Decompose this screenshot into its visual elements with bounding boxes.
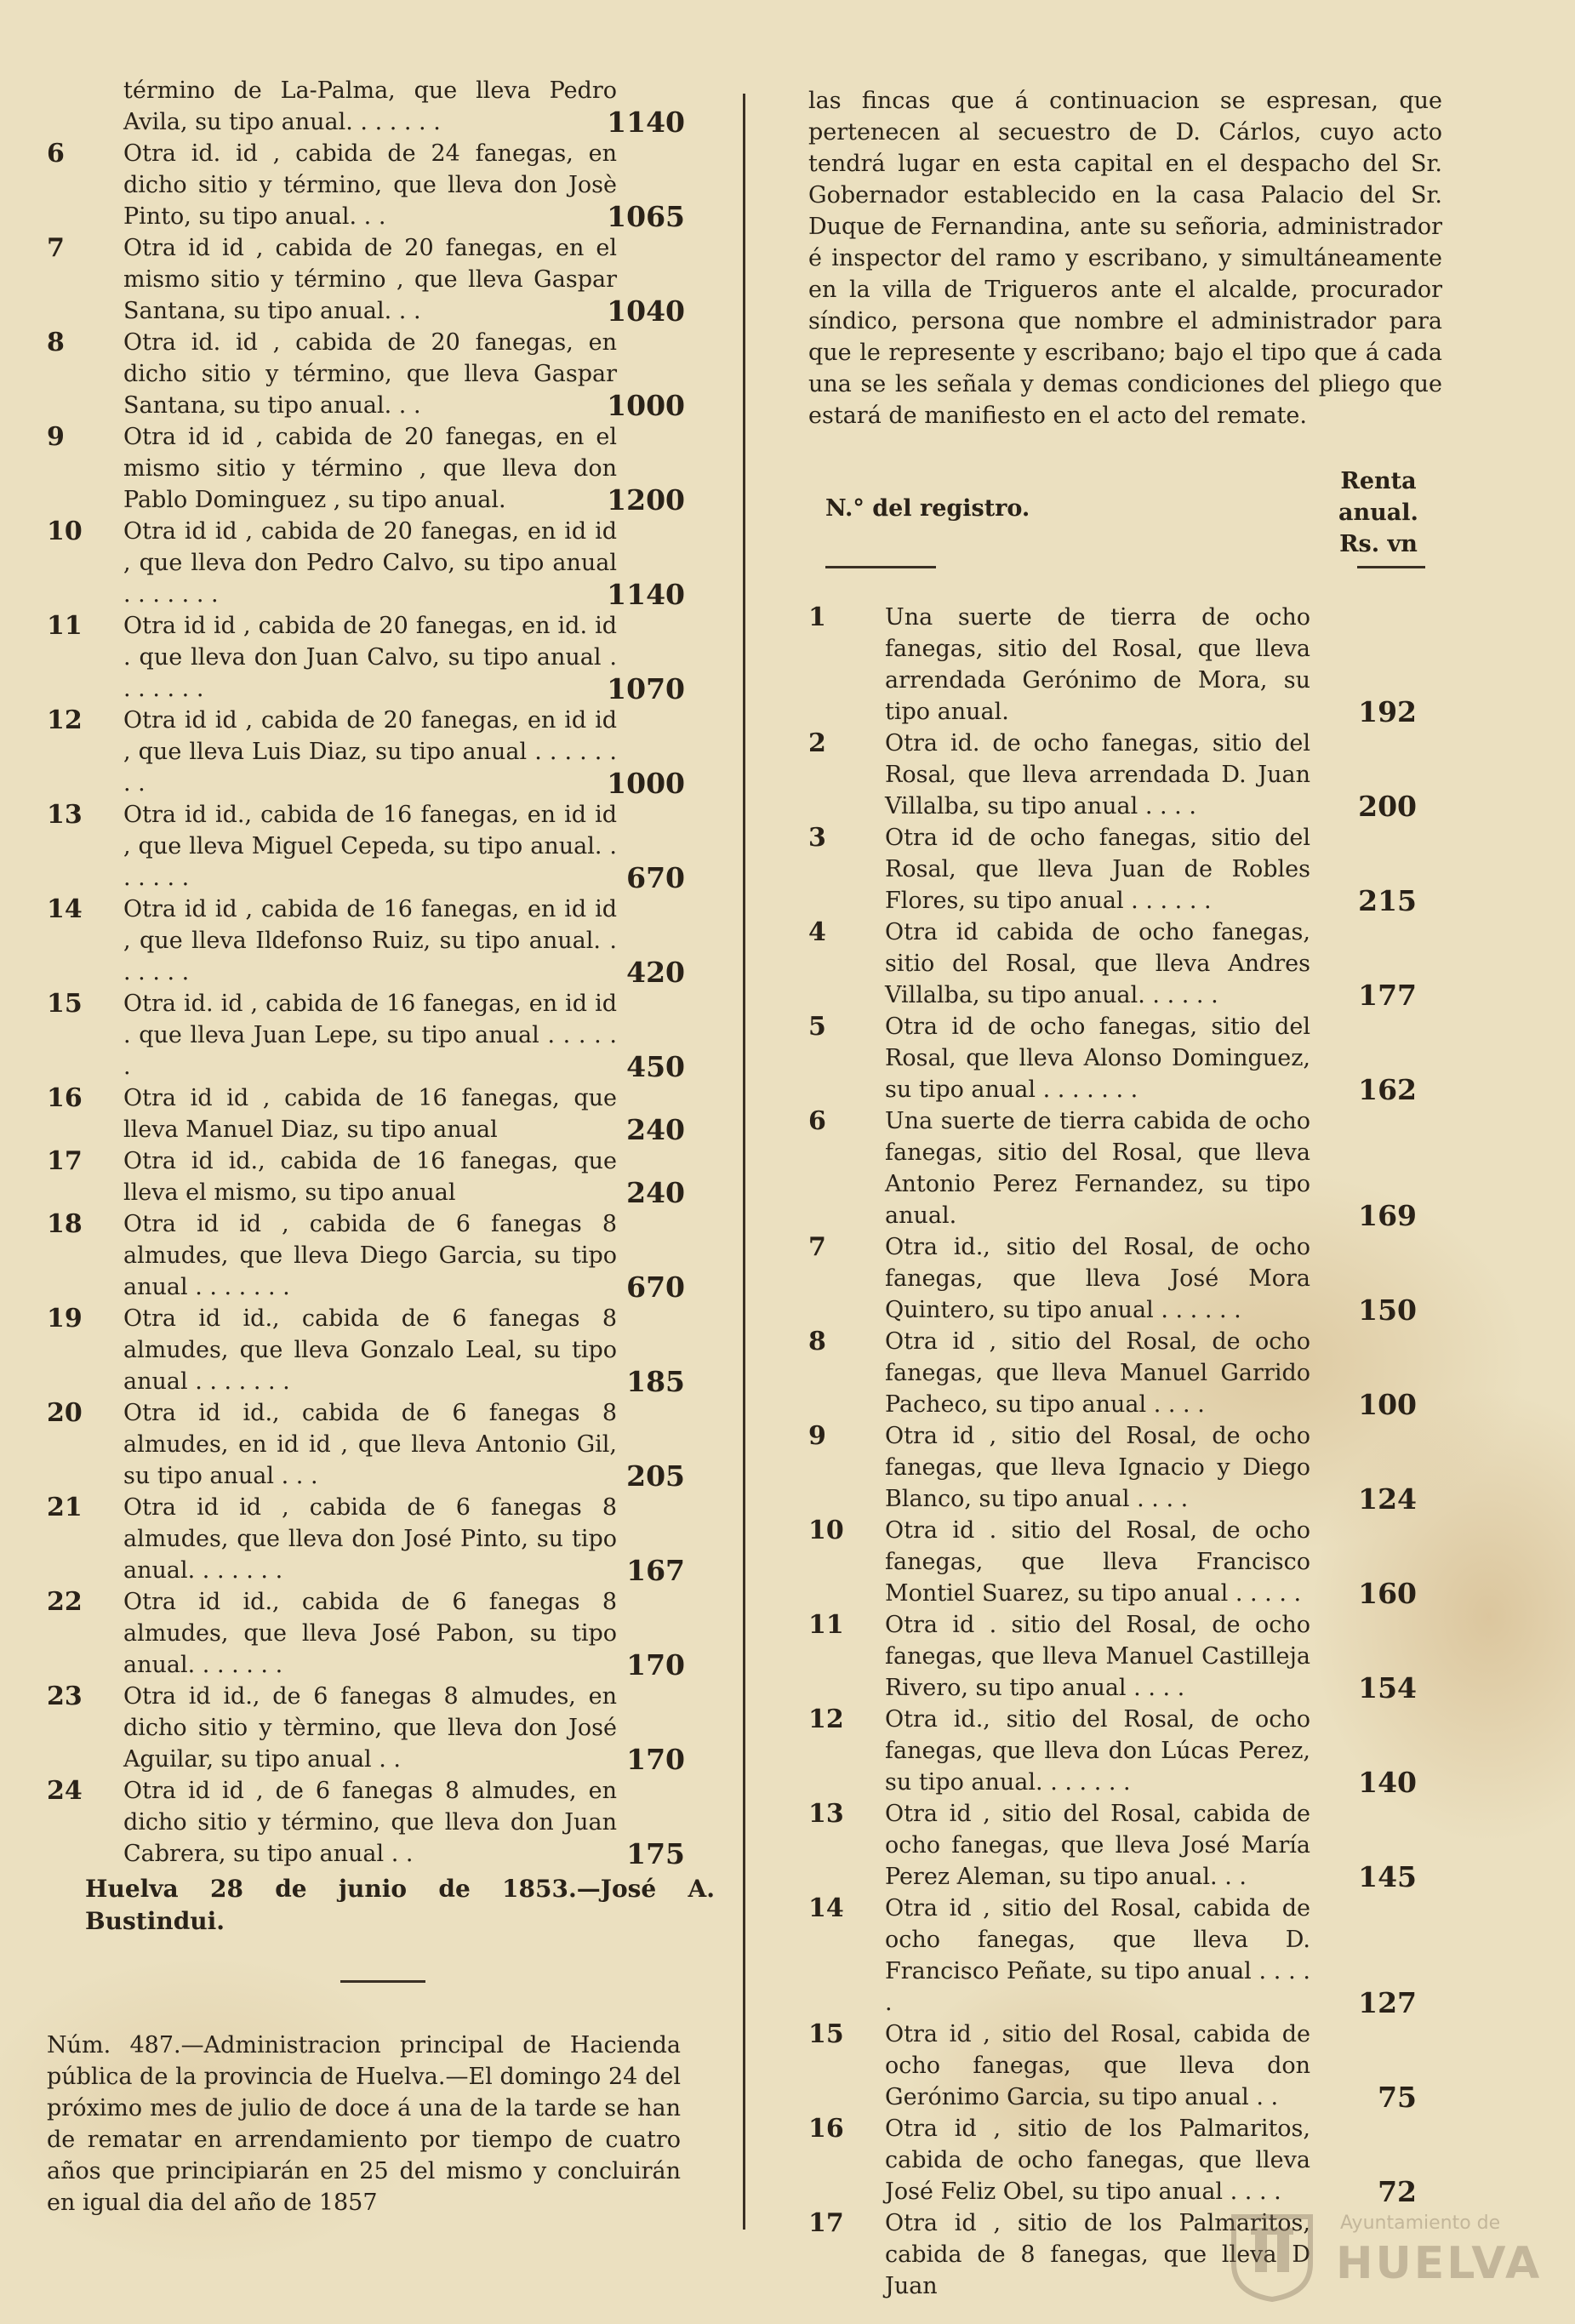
right-column <box>808 85 1455 2302</box>
entry-description: Otra id , sitio del Rosal, cabida de ocho fanegas, que lleva don Gerónimo Garcia, su tipo anual . . <box>885 2021 1310 2110</box>
property-entry <box>808 1420 1455 1515</box>
entry-number: 18 <box>47 1209 83 1239</box>
entry-annual-rent: 450 <box>626 1050 685 1083</box>
entry-number: 23 <box>47 1682 83 1711</box>
entry-number: 12 <box>808 1704 844 1734</box>
entry-number: 16 <box>808 2114 844 2144</box>
entry-description: Otra id , sitio del Rosal, de ocho fanegas, que lleva Ignacio y Diego Blanco, su tipo anual . . . . <box>885 1423 1310 1512</box>
entry-annual-rent: 670 <box>626 1270 685 1304</box>
property-entry <box>47 1208 685 1303</box>
entry-description: Otra id. de ocho fanegas, sitio del Rosal, que lleva arrendada D. Juan Villalba, su tipo anual . . . . <box>885 730 1310 819</box>
column-divider <box>743 94 745 2230</box>
property-entry <box>47 988 685 1082</box>
entry-annual-rent: 1200 <box>607 483 685 517</box>
property-entry <box>808 602 1455 728</box>
entry-description: Una suerte de tierra de ocho fanegas, sitio del Rosal, que lleva arrendada Gerónimo de Mora, su tipo anual. <box>885 604 1310 725</box>
entry-number: 14 <box>808 1893 844 1923</box>
property-entry <box>47 421 685 516</box>
entry-description: Otra id de ocho fanegas, sitio del Rosal, que lleva Juan de Robles Flores, su tipo anual . . . . . . <box>885 825 1310 914</box>
property-entry <box>47 894 685 988</box>
entry-annual-rent: 185 <box>626 1365 685 1398</box>
property-entry <box>808 1011 1455 1105</box>
entry-number: 7 <box>47 233 65 263</box>
entry-description: Otra id , sitio de los Palmaritos, cabida de 8 fanegas, que lleva D Juan <box>885 2210 1310 2299</box>
entry-description: Otra id id , cabida de 16 fanegas, en id id , que lleva Ildefonso Ruiz, su tipo anual. . . . . . . <box>123 896 617 985</box>
left-column <box>47 75 715 2218</box>
section-separator <box>340 1980 425 1983</box>
entry-annual-rent: 670 <box>626 861 685 894</box>
entry-annual-rent: 175 <box>626 1837 685 1870</box>
entry-description: Otra id de ocho fanegas, sitio del Rosal, que lleva Alonso Dominguez, su tipo anual . . . . . . . <box>885 1014 1310 1103</box>
entry-description: término de La-Palma, que lleva Pedro Avila, su tipo anual. . . . . . . <box>123 77 617 135</box>
entry-description: Otra id. id , cabida de 20 fanegas, en dicho sitio y término, que lleva Gaspar Santana, su tipo anual. . . <box>123 329 617 419</box>
property-entry <box>47 705 685 799</box>
entry-description: Otra id., sitio del Rosal, de ocho fanegas, que lleva José Mora Quintero, su tipo anual . . . . . . <box>885 1234 1310 1323</box>
entry-description: Otra id id , cabida de 6 fanegas 8 almudes, que lleva Diego Garcia, su tipo anual . . . . . . . <box>123 1211 617 1300</box>
entry-number: 8 <box>47 328 65 357</box>
property-entry <box>808 1231 1455 1326</box>
entry-number: 24 <box>47 1776 83 1806</box>
city-seal-icon <box>1225 2204 1319 2302</box>
entry-annual-rent: 169 <box>1358 1199 1417 1232</box>
property-entry <box>47 1082 685 1145</box>
entry-annual-rent: 124 <box>1358 1482 1417 1516</box>
right-property-list <box>808 602 1455 2302</box>
property-entry <box>47 75 685 138</box>
entry-annual-rent: 200 <box>1358 790 1417 823</box>
property-entry <box>47 1775 685 1870</box>
property-entry <box>47 1145 685 1208</box>
entry-number: 11 <box>47 611 83 641</box>
property-entry <box>47 1586 685 1681</box>
entry-description: Otra id. id , cabida de 24 fanegas, en dicho sitio y término, que lleva don Josè Pinto, su tipo anual. . . <box>123 140 617 230</box>
entry-annual-rent: 1000 <box>607 767 685 800</box>
property-entry <box>47 138 685 232</box>
entry-number: 16 <box>47 1083 83 1113</box>
entry-description: Otra id id., cabida de 16 fanegas, en id id , que lleva Miguel Cepeda, su tipo anual. . . . . . . <box>123 802 617 891</box>
entry-annual-rent: 100 <box>1358 1388 1417 1421</box>
header-rule-right <box>1357 566 1425 568</box>
entry-number: 1 <box>808 602 826 632</box>
entry-number: 2 <box>808 728 826 758</box>
signature: Huelva 28 de junio de 1853.—José A. Bustindui. <box>85 1875 715 1935</box>
entry-annual-rent: 75 <box>1378 2081 1417 2114</box>
entry-description: Otra id id , cabida de 20 fanegas, en el mismo sitio y término , que lleva Gaspar Santana, su tipo anual. . . <box>123 235 617 324</box>
entry-annual-rent: 170 <box>626 1648 685 1682</box>
entry-number: 9 <box>47 422 65 452</box>
entry-annual-rent: 205 <box>626 1459 685 1493</box>
entry-number: 8 <box>808 1327 826 1356</box>
entry-description: Otra id id., de 6 fanegas 8 almudes, en dicho sitio y tèrmino, que lleva don José Aguilar, su tipo anual . . <box>123 1683 617 1773</box>
property-entry <box>47 1303 685 1397</box>
property-entry <box>47 232 685 327</box>
entry-number: 17 <box>808 2208 844 2238</box>
entry-description: Otra id id., cabida de 6 fanegas 8 almudes, en id id , que lleva Antonio Gil, su tipo anual . . . <box>123 1400 617 1489</box>
entry-description: Otra id , sitio del Rosal, de ocho fanegas, que lleva Manuel Garrido Pacheco, su tipo anual . . . . <box>885 1328 1310 1418</box>
entry-number: 12 <box>47 705 83 735</box>
entry-annual-rent: 145 <box>1358 1860 1417 1893</box>
left-property-list <box>47 75 685 1870</box>
entry-description: Otra id id , de 6 fanegas 8 almudes, en dicho sitio y término, que lleva don Juan Cabrera, su tipo anual . . <box>123 1778 617 1867</box>
entry-annual-rent: 215 <box>1358 884 1417 917</box>
entry-annual-rent: 1140 <box>607 578 685 611</box>
entry-number: 13 <box>47 800 83 830</box>
entry-number: 7 <box>808 1232 826 1262</box>
entry-annual-rent: 154 <box>1358 1671 1417 1704</box>
entry-annual-rent: 240 <box>626 1113 685 1146</box>
entry-number: 11 <box>808 1610 844 1640</box>
property-entry <box>808 2113 1455 2207</box>
entry-number: 4 <box>808 917 826 947</box>
entry-description: Otra id id , cabida de 20 fanegas, en id id , que lleva Luis Diaz, su tipo anual . . . . . . . . <box>123 707 617 797</box>
entry-annual-rent: 240 <box>626 1176 685 1209</box>
entry-number: 3 <box>808 823 826 853</box>
entry-annual-rent: 1000 <box>607 389 685 422</box>
entry-description: Otra id id , cabida de 16 fanegas, que lleva Manuel Diaz, su tipo anual <box>123 1085 617 1143</box>
entry-annual-rent: 140 <box>1358 1766 1417 1799</box>
property-entry <box>808 822 1455 916</box>
entry-number: 5 <box>808 1012 826 1042</box>
table-header <box>808 465 1455 585</box>
property-entry <box>808 1893 1455 2019</box>
entry-annual-rent: 1140 <box>607 106 685 139</box>
watermark-line1: Ayuntamiento de <box>1340 2213 1501 2234</box>
property-entry <box>808 2019 1455 2113</box>
entry-description: Otra id , sitio de los Palmaritos, cabida de ocho fanegas, que lleva José Feliz Obel, su tipo anual . . . . <box>885 2116 1310 2205</box>
entry-description: Otra id. id , cabida de 16 fanegas, en id id . que lleva Juan Lepe, su tipo anual . . . . . . <box>123 991 617 1080</box>
entry-annual-rent: 1065 <box>607 200 685 233</box>
entry-description: Otra id . sitio del Rosal, de ocho fanegas, que lleva Manuel Castilleja Rivero, su tipo anual . . . . <box>885 1612 1310 1701</box>
property-entry <box>808 1704 1455 1798</box>
property-entry <box>47 1397 685 1492</box>
entry-number: 19 <box>47 1304 83 1333</box>
entry-description: Otra id id., cabida de 16 fanegas, que lleva el mismo, su tipo anual <box>123 1148 617 1206</box>
entry-annual-rent: 160 <box>1358 1577 1417 1610</box>
property-entry <box>47 610 685 705</box>
property-entry <box>808 1609 1455 1704</box>
entry-description: Otra id , sitio del Rosal, cabida de ocho fanegas, que lleva D. Francisco Peñate, su tipo anual . . . . . <box>885 1895 1310 2016</box>
entry-annual-rent: 170 <box>626 1743 685 1776</box>
notice-487: Núm. 487.—Administracion principal de Hacienda pública de la provincia de Huelva.—El domingo 24 del próximo mes de julio de doce á una de la tarde se han de rematar en arrendamiento por tiempo de cuatro años que principiarán en 25 del mismo y concluirán en igual dia del año de 1857 <box>47 2032 681 2216</box>
entry-annual-rent: 1040 <box>607 294 685 328</box>
entry-annual-rent: 72 <box>1378 2175 1417 2208</box>
entry-number: 15 <box>47 989 83 1019</box>
notice-continuation: las fincas que á continuacion se espresan, que pertenecen al secuestro de D. Cárlos, cuyo acto tendrá lugar en esta capital en el despacho del Sr. Gobernador establecido en la casa Palacio del Sr. Duque de Fernandina, ante su señoria, administrador é inspector del ramo y escribano, y simultáneamente en la villa de Trigueros ante el alcalde, procurador síndico, persona que nombre el administrador para que le represente y escribano; bajo el tipo que á cada una se les señala y demas condiciones del pliego que estará de manifiesto en el acto del remate. <box>808 88 1442 429</box>
entry-number: 22 <box>47 1587 83 1617</box>
entry-annual-rent: 150 <box>1358 1293 1417 1327</box>
property-entry <box>808 1798 1455 1893</box>
entry-annual-rent: 177 <box>1358 979 1417 1012</box>
entry-description: Otra id id , cabida de 20 fanegas, en id id , que lleva don Pedro Calvo, su tipo anual . . . . . . . <box>123 518 617 608</box>
header-registro: N.° del registro. <box>825 495 1030 522</box>
archive-watermark <box>1225 2204 1543 2306</box>
entry-description: Otra id id , cabida de 20 fanegas, en id. id . que lleva don Juan Calvo, su tipo anual . . . . . . . <box>123 613 617 702</box>
entry-description: Otra id cabida de ocho fanegas, sitio del Rosal, que lleva Andres Villalba, su tipo anual. . . . . . <box>885 919 1310 1008</box>
entry-annual-rent: 162 <box>1358 1073 1417 1106</box>
entry-number: 15 <box>808 2019 844 2049</box>
entry-number: 6 <box>47 139 65 168</box>
entry-number: 14 <box>47 894 83 924</box>
entry-annual-rent: 420 <box>626 956 685 989</box>
entry-annual-rent: 192 <box>1358 695 1417 728</box>
entry-number: 10 <box>808 1516 844 1545</box>
header-renta: Renta anual. Rs. vn <box>1338 468 1418 557</box>
entry-number: 21 <box>47 1493 83 1522</box>
entry-description: Otra id . sitio del Rosal, de ocho fanegas, que lleva Francisco Montiel Suarez, su tipo anual . . . . . <box>885 1517 1310 1607</box>
property-entry <box>808 1326 1455 1420</box>
entry-number: 20 <box>47 1398 83 1428</box>
property-entry <box>47 1492 685 1586</box>
entry-description: Otra id id., cabida de 6 fanegas 8 almudes, que lleva Gonzalo Leal, su tipo anual . . . . . . . <box>123 1305 617 1395</box>
property-entry <box>47 327 685 421</box>
entry-description: Otra id id , cabida de 6 fanegas 8 almudes, que lleva don José Pinto, su tipo anual. . . . . . . <box>123 1494 617 1584</box>
entry-annual-rent: 127 <box>1358 1986 1417 2019</box>
entry-description: Otra id id., cabida de 6 fanegas 8 almudes, que lleva José Pabon, su tipo anual. . . . . . . <box>123 1589 617 1678</box>
entry-number: 10 <box>47 517 83 546</box>
entry-annual-rent: 167 <box>626 1554 685 1587</box>
property-entry <box>808 728 1455 822</box>
property-entry <box>47 799 685 894</box>
watermark-line2: HUELVA <box>1336 2238 1543 2289</box>
entry-number: 17 <box>47 1146 83 1176</box>
property-entry <box>47 516 685 610</box>
entry-description: Otra id , sitio del Rosal, cabida de ocho fanegas, que lleva José María Perez Aleman, su tipo anual. . . <box>885 1801 1310 1890</box>
entry-description: Otra id id , cabida de 20 fanegas, en el mismo sitio y término , que lleva don Pablo Dominguez , su tipo anual. <box>123 424 617 513</box>
entry-description: Otra id., sitio del Rosal, de ocho fanegas, que lleva don Lúcas Perez, su tipo anual. . . . . . . <box>885 1706 1310 1796</box>
entry-annual-rent: 1070 <box>607 672 685 705</box>
entry-number: 13 <box>808 1799 844 1829</box>
property-entry <box>808 1515 1455 1609</box>
header-rule-left <box>825 566 936 568</box>
property-entry <box>808 1105 1455 1231</box>
property-entry <box>808 916 1455 1011</box>
entry-description: Una suerte de tierra cabida de ocho fanegas, sitio del Rosal, que lleva Antonio Perez Fernandez, su tipo anual. <box>885 1108 1310 1229</box>
entry-number: 6 <box>808 1106 826 1136</box>
property-entry <box>47 1681 685 1775</box>
entry-number: 9 <box>808 1421 826 1451</box>
